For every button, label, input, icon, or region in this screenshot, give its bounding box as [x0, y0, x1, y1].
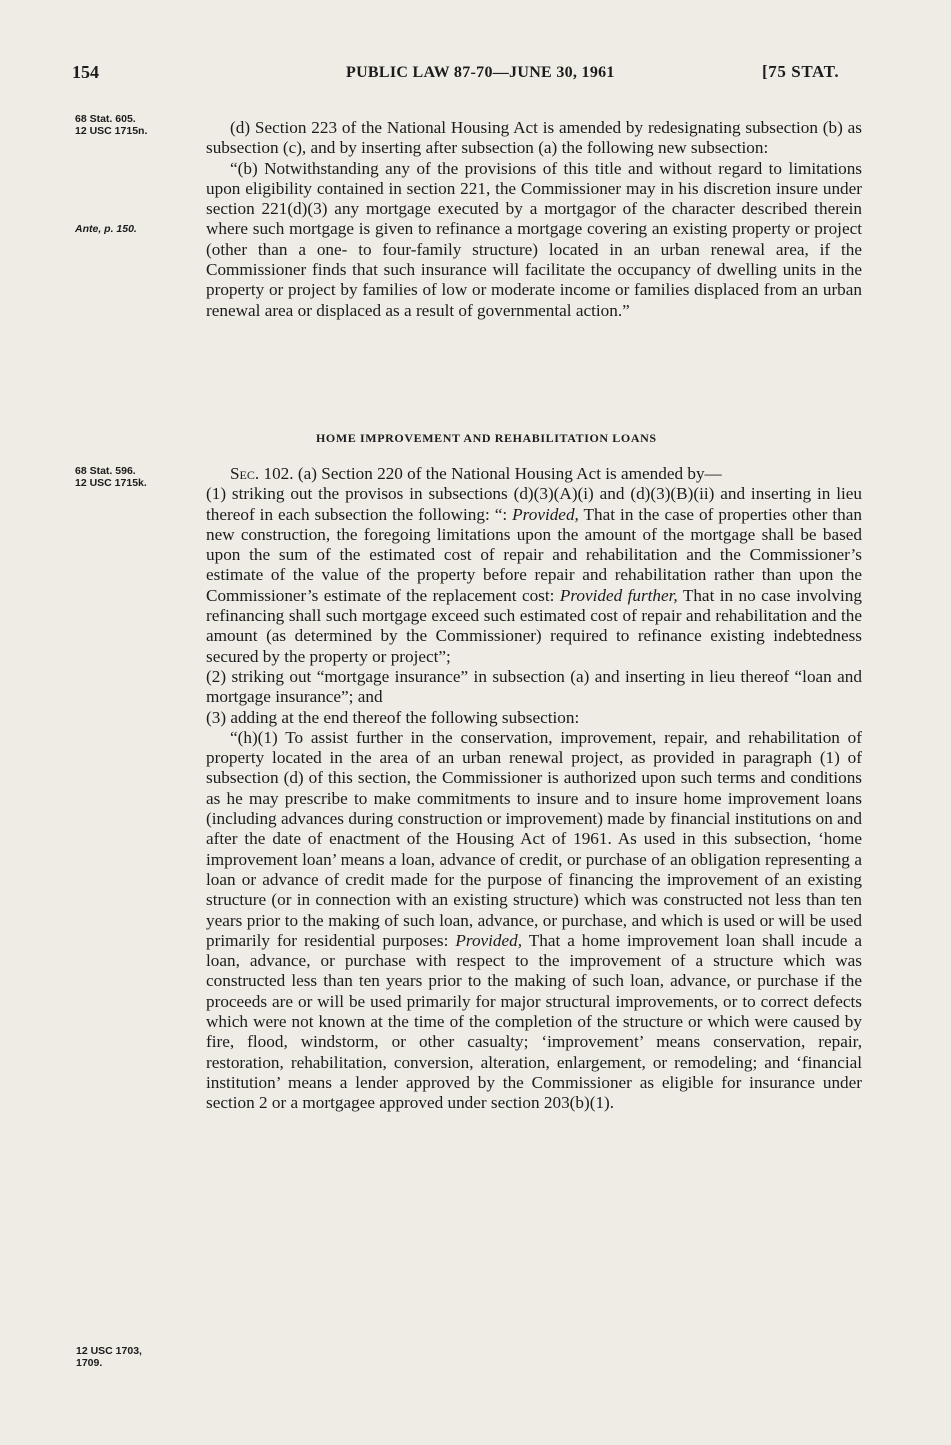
sec-102-body — [206, 464, 862, 1114]
sec-102-intro-text: (a) Section 220 of the National Housing Act is amended by— — [297, 464, 722, 483]
item-1-text-c: That in no case involving refinancing shall such mortgage exceed such estimated cost of repair and rehabilitation and the amount (as determined by the Commissioner) required to refinance existing indebtedness secured by the property or project”; — [206, 585, 862, 666]
section-d-body — [206, 118, 862, 321]
margin-note-line: 12 USC 1703, — [76, 1345, 142, 1357]
margin-note-12-usc-1703 — [76, 1345, 142, 1369]
item-1-provided-further: Provided further, — [559, 585, 678, 605]
subsection-b-paragraph: “(b) Notwithstanding any of the provisions of this title and without regard to limitations upon eligibility contained in section 221, the Commissioner may in his discretion insure under section 221(d)(3) any mortgage executed by a mortgagor of the character described therein where such mortgage is given to refinance a mortgage covering an existing property or project (other than a one- to four-family structure) located in an urban renewal area, if the Commissioner finds that such insurance will facilitate the occupancy of dwelling units in the property or project by families of low or moderate income or families displaced from an urban renewal area or displaced as a result of governmental action.” — [206, 158, 862, 320]
subsection-h-provided: Provided, — [455, 930, 523, 950]
margin-note-ante — [75, 223, 137, 235]
margin-note-line: Ante, p. 150. — [75, 223, 137, 235]
stat-reference: [75 STAT. — [762, 62, 840, 81]
margin-note-68-stat-605 — [75, 113, 147, 137]
item-3: (3) adding at the end thereof the following subsection: — [206, 707, 580, 727]
page-number: 154 — [72, 62, 99, 82]
margin-note-line: 12 USC 1715n. — [75, 125, 148, 137]
section-d-paragraph: (d) Section 223 of the National Housing Act is amended by redesignating subsection (b) as subsection (c), and by inserting after subsection (a) the following new subsection: — [206, 118, 862, 158]
margin-note-line: 1709. — [76, 1357, 103, 1369]
sec-102-intro — [206, 464, 862, 484]
margin-note-line: 12 USC 1715k. — [75, 477, 147, 489]
subsection-h-paragraph — [206, 728, 862, 1114]
running-head: PUBLIC LAW 87-70—JUNE 30, 1961 — [346, 64, 615, 81]
subsection-h-text-b: That a home improvement loan shall incude a loan, advance, or purchase with respect to the improvement of a structure which was constructed less than ten years prior to the making of such loan, advance, or purchase if the proceeds are or will be used primarily for major structural improvements, or to correct defects which were not known at the time of the completion of the structure or which were caused by fire, flood, windstorm, or other casualty; ‘improvement’ means conservation, repair, restoration, rehabilitation, conversion, alteration, enlargement, or remodeling; and ‘financial institution’ means a lender approved by the Commissioner as eligible for insurance under section 2 or a mortgagee approved under section 203(b)(1). — [206, 930, 863, 1113]
section-heading: HOME IMPROVEMENT AND REHABILITATION LOANS — [316, 431, 657, 445]
margin-note-line: 68 Stat. 596. — [75, 465, 136, 477]
sec-102-label: Sec. 102. — [230, 464, 294, 483]
item-2: (2) striking out “mortgage insurance” in subsection (a) and inserting in lieu thereof “loan and mortgage insurance”; and — [206, 666, 862, 707]
margin-note-68-stat-596 — [75, 465, 147, 489]
margin-note-line: 68 Stat. 605. — [75, 113, 136, 125]
item-1-text-b: That in the case of properties other than new construction, the foregoing limitations upon the amount of the mortgage shall be based upon the sum of the estimated cost of repair and rehabilitation and the Commissioner’s estimate of the value of the property before repair and rehabilitation rather than upon the Commissioner’s estimate of the replacement cost: — [206, 504, 862, 605]
item-1-text-a: (1) striking out the provisos in subsections (d)(3)(A)(i) and (d)(3)(B)(ii) and inserting in lieu thereof in each subsection the following: “: — [206, 484, 862, 524]
item-1 — [206, 484, 862, 667]
subsection-h-text-a: “(h)(1) To assist further in the conservation, improvement, repair, and rehabilitation of property located in the area of an urban renewal project, as provided in paragraph (1) of subsection (d) of this section, the Commissioner is authorized upon such terms and conditions as he may prescribe to make commitments to insure and to insure home improvement loans (including advances during construction or improvement) made by financial institutions on and after the date of enactment of the Housing Act of 1961. As used in this subsection, ‘home improvement loan’ means a loan, advance of credit, or purchase of an obligation representing a loan or advance of credit made for the purpose of financing the improvement of an existing structure (or in connection with an existing structure) which was constructed not less than ten years prior to the making of such loan, advance, or purchase, and which is used or will be used primarily for residential purposes: — [206, 727, 862, 950]
item-1-provided: Provided, — [512, 504, 579, 524]
